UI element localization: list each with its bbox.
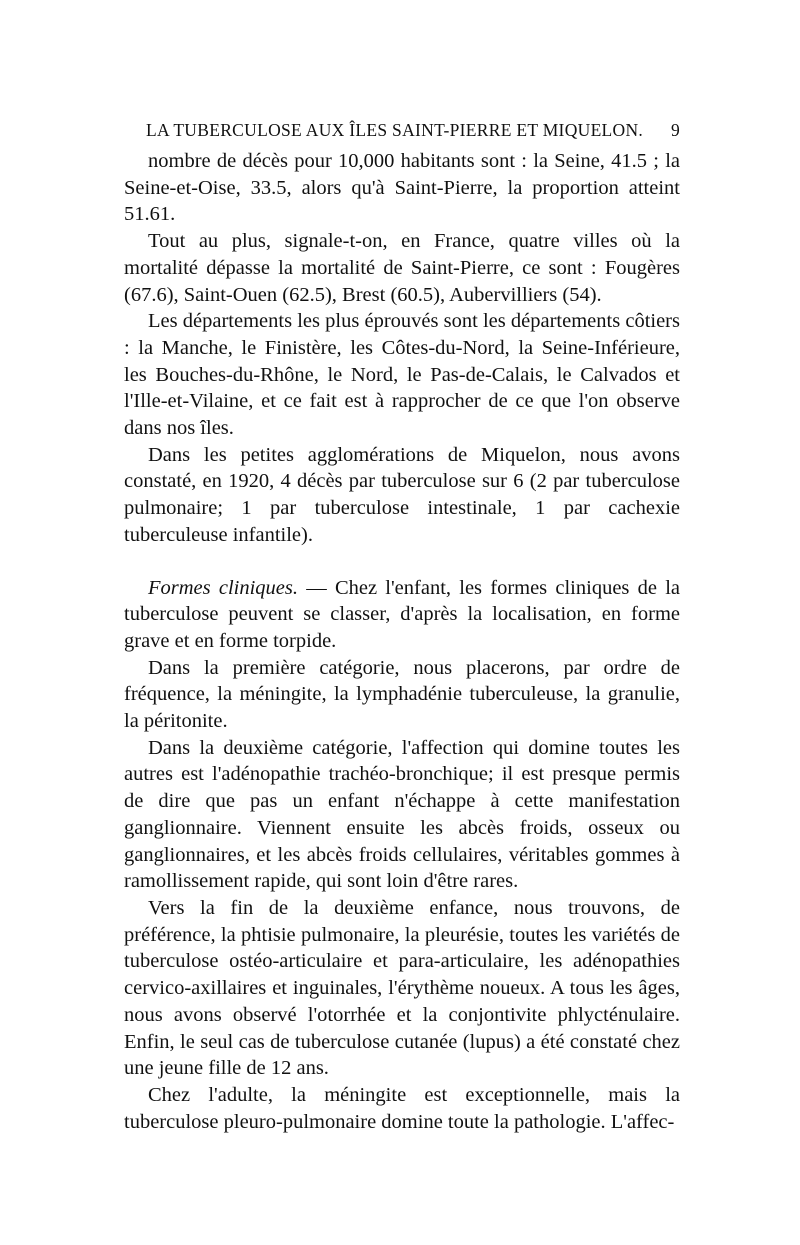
running-head: [124, 112, 680, 148]
paragraph: Vers la fin de la deuxième enfance, nous trouvons, de préférence, la phtisie pulmonaire, la pleurésie, toutes les variétés de tuberculose ostéo-articulaire et para-articulaire, les adénopathies cervico-axillaires et inguinales, l'érythème noueux. A tous les âges, nous avons observé l'otorrhée et la conjontivite phlycténulaire. Enfin, le seul cas de tuberculose cutanée (lupus) a été constaté chez une jeune fille de 12 ans.: [124, 896, 680, 1080]
paragraph-continued: nombre de décès pour 10,000 habitants sont : la Seine, 41.5 ; la Seine-et-Oise, 33.5, alors qu'à Saint-Pierre, la proportion atteint 51.61.: [124, 150, 680, 226]
paragraph: Dans la première catégorie, nous placerons, par ordre de fréquence, la méningite, la lymphadénie tuberculeuse, la granulie, la péritonite.: [124, 656, 680, 733]
section-heading: Formes cliniques.: [148, 576, 298, 599]
paragraph: Les départements les plus éprouvés sont les départements côtiers : la Manche, le Finistère, les Côtes-du-Nord, la Seine-Inférieure, les Bouches-du-Rhône, le Nord, le Pas-de-Calais, le Calvados et l'Ille-et-Vilaine, et ce fait est à rapprocher de ce que l'on observe dans nos îles.: [124, 310, 680, 440]
paragraph: Dans les petites agglomérations de Miquelon, nous avons constaté, en 1920, 4 décès par tuberculose sur 6 (2 par tuberculose pulmonaire; 1 par tuberculose intestinale, 1 par cachexie tuberculeuse infantile).: [124, 443, 680, 546]
page-number: 9: [670, 120, 680, 140]
section-paragraph-text: — Chez l'enfant, les formes cliniques de la tuberculose peuvent se classer, d'après la localisation, en forme grave et en forme torpide.: [124, 576, 680, 652]
paragraph: Chez l'adulte, la méningite est exceptionnelle, mais la tuberculose pleuro-pulmonaire domine toute la pathologie. L'affec-: [124, 1083, 680, 1133]
body-text: [124, 148, 680, 1135]
book-page: [124, 112, 680, 1135]
section-paragraph: [124, 575, 680, 655]
section-spacer: [124, 549, 680, 575]
paragraph: Tout au plus, signale-t-on, en France, quatre villes où la mortalité dépasse la mortalité de Saint-Pierre, ce sont : Fougères (67.6), Saint-Ouen (62.5), Brest (60.5), Aubervilliers (54).: [124, 230, 680, 306]
paragraph: Dans la deuxième catégorie, l'affection qui domine toutes les autres est l'adénopathie trachéo-bronchique; il est presque permis de dire que pas un enfant n'échappe à cette manifestation ganglionnaire. Viennent ensuite les abcès froids, osseux ou ganglionnaires, et les abcès froids cellulaires, véritables gommes à ramollissement rapide, qui sont loin d'être rares.: [124, 736, 680, 893]
running-head-title: LA TUBERCULOSE AUX ÎLES SAINT-PIERRE ET MIQUELON.: [146, 120, 644, 140]
